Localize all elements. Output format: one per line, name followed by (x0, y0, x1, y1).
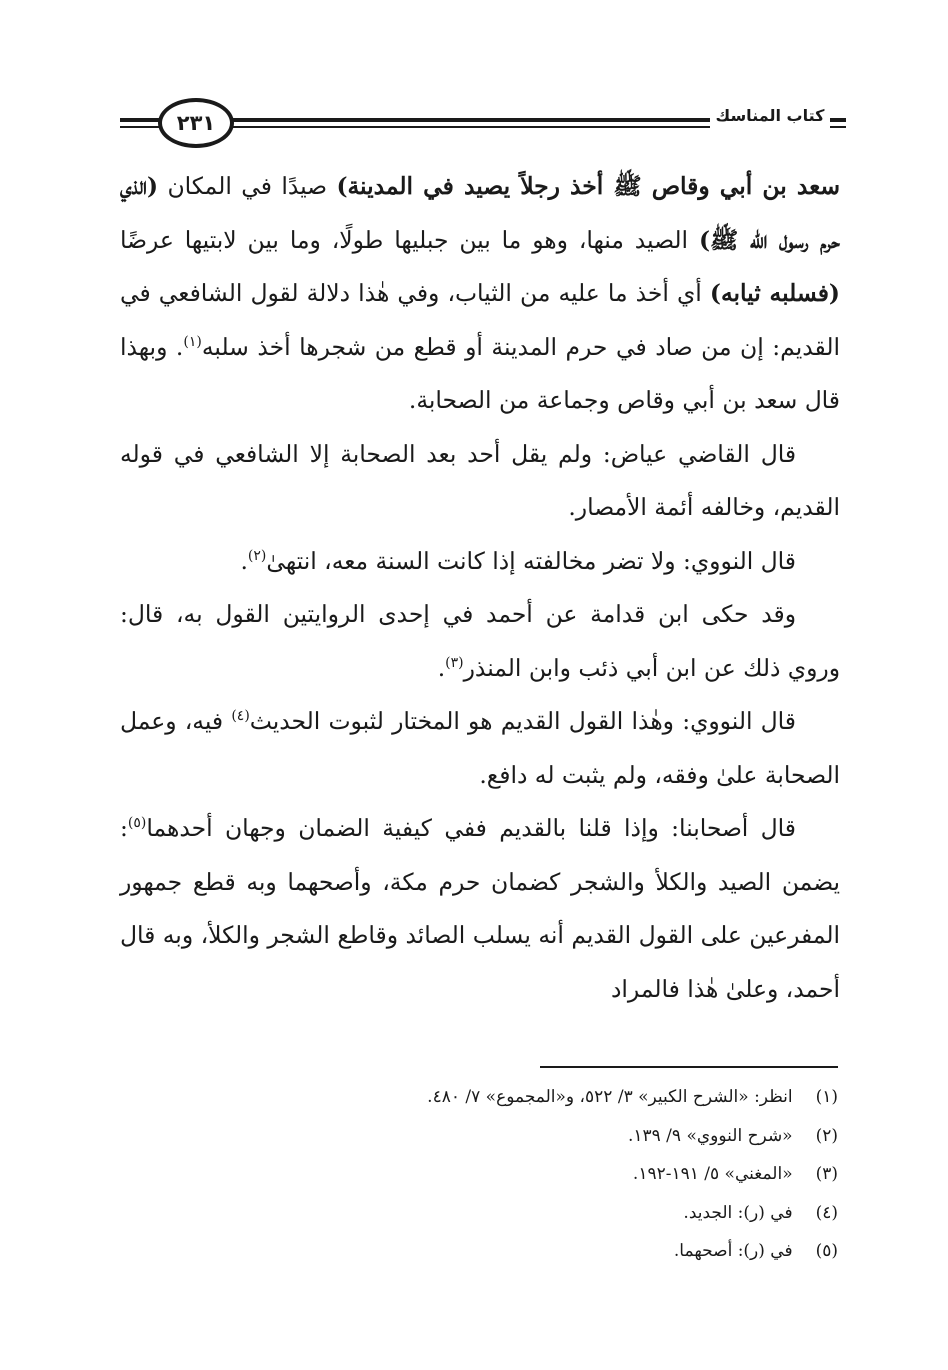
footnote-item (118, 1194, 838, 1233)
footnote-marker: (٢) (247, 547, 267, 564)
commentary-text: صيدًا في المكان (158, 172, 337, 200)
commentary-text: . (437, 653, 446, 682)
footnote-text: «شرح النووي» ٩/ ١٣٩. (627, 1125, 793, 1146)
commentary-text: الصيد منها، وهو ما بين جبليها طولًا، وما بين لابتيها عرضًا (120, 225, 699, 254)
footnote-number: (٥) (815, 1241, 838, 1261)
footnote-text: في (ر): أصحهما. (673, 1241, 793, 1261)
commentary-text: . وبهذا قال سعد بن أبي وقاص وجماعة من الصحابة. (120, 332, 840, 414)
commentary-text: . (240, 546, 248, 575)
footnote-number: (٣) (815, 1164, 838, 1184)
quoted-hadith-text: (فسلبه ثيابه) (709, 279, 840, 307)
footnote-text: «المغني» ٥/ ١٩١-١٩٢. (632, 1164, 793, 1184)
commentary-text: قال النووي: ولا تضر مخالفته إذا كانت السنة معه، انتهىٰ (266, 546, 796, 575)
header-rule-thick-middle (224, 118, 710, 122)
commentary-text: قال أصحابنا: وإذا قلنا بالقديم ففي كيفية الضمان وجهان أحدهما (146, 814, 796, 842)
commentary-text: : يضمن الصيد والكلأ والشجر كضمان حرم مكة، وأصحهما وبه قطع جمهور المفرعين على القول القديم أنه يسلب الصائد وقاطع الشجر والكلأ، وبه قال أحمد، وعلىٰ هٰذا فالمراد (120, 814, 840, 1003)
header-rule-thick-right (830, 118, 846, 122)
footnote-number: (٤) (815, 1202, 838, 1223)
running-title: كتاب المناسك (715, 106, 825, 125)
header-rule-thin-right (830, 126, 846, 128)
quoted-hadith-text: (الذي حرم رسول الله ﷺ) (120, 172, 840, 254)
paragraph-3 (120, 535, 840, 589)
page-number-badge (158, 98, 234, 148)
footnote-marker: (١) (183, 333, 202, 350)
paragraph-1 (120, 160, 840, 428)
footnote-item (118, 1117, 838, 1156)
footnote-number: (٢) (815, 1125, 838, 1146)
commentary-text: فيه، وعمل الصحابة علىٰ وفقه، ولم يثبت له دافع. (120, 707, 840, 789)
paragraph-6 (120, 802, 840, 1016)
commentary-text: وقد حكى ابن قدامة عن أحمد في إحدى الروايتين القول به، قال: وروي ذلك عن ابن أبي ذئب وابن المنذر (120, 600, 840, 682)
footnote-item (118, 1078, 838, 1117)
paragraph-2: قال القاضي عياض: ولم يقل أحد بعد الصحابة إلا الشافعي في قوله القديم، وخالفه أئمة الأمصار. (120, 439, 840, 521)
footnote-text: في (ر): الجديد. (683, 1202, 793, 1223)
footnote-number: (١) (815, 1087, 838, 1107)
quoted-hadith-text: سعد بن أبي وقاص ﷺ أخذ رجلاً يصيد في المدينة) (336, 172, 840, 200)
footnotes (118, 1078, 838, 1271)
footnote-marker: (٣) (445, 654, 464, 671)
page-header (112, 94, 848, 154)
footnote-separator (540, 1066, 838, 1068)
footnote-marker: (٤) (231, 708, 250, 725)
paragraph-5 (120, 695, 840, 802)
footnote-marker: (٥) (127, 815, 147, 832)
commentary-text: أي أخذ ما عليه من الثياب، وفي هٰذا دلالة لقول الشافعي في القديم: إن من صاد في حرم المدينة أو قطع من شجرها أخذ سلبه (120, 279, 840, 361)
page-number: ٢٣١ (176, 111, 216, 135)
header-rule-thin-middle (224, 126, 710, 128)
footnote-text: انظر: «الشرح الكبير» ٣/ ٥٢٢، و«المجموع» ٧/ ٤٨٠. (427, 1087, 793, 1107)
footnote-item (118, 1232, 838, 1271)
main-text (120, 160, 840, 1016)
commentary-text: قال النووي: وهٰذا القول القديم هو المختار لثبوت الحديث (249, 707, 796, 735)
paragraph-4 (120, 588, 840, 695)
footnote-item (118, 1155, 838, 1194)
